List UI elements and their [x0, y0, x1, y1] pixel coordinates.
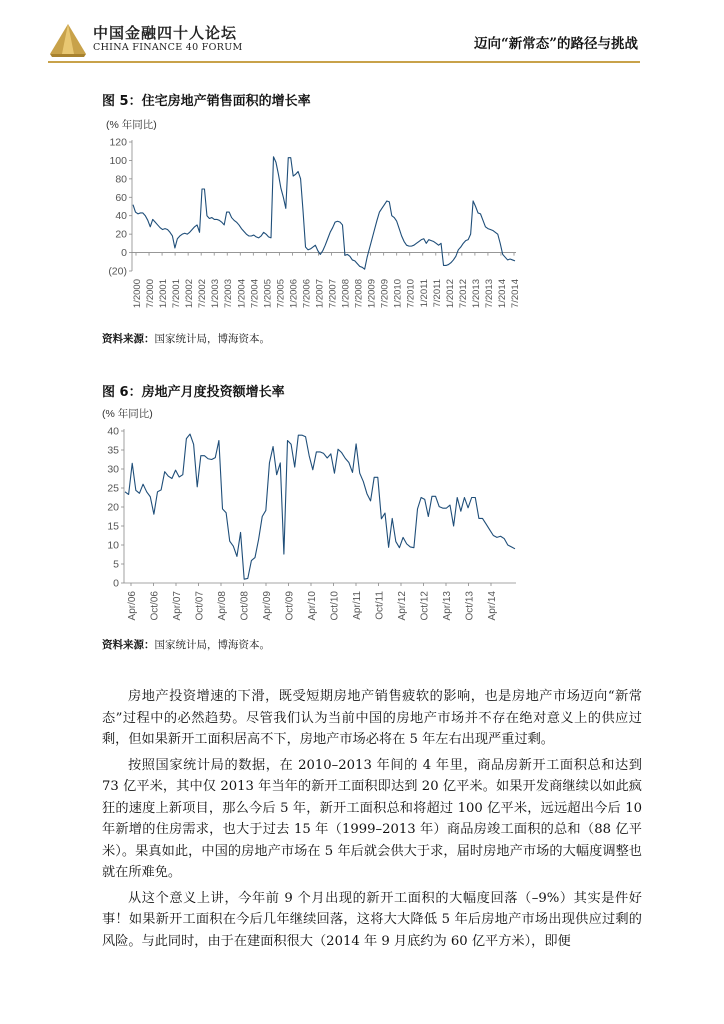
y-tick-label: 80 — [115, 173, 127, 186]
y-tick-label: 20 — [115, 228, 127, 241]
x-tick-label: 1/2005 — [262, 279, 274, 309]
x-tick-label: Apr/09 — [262, 591, 273, 621]
x-tick-label: Oct/08 — [239, 591, 251, 621]
body-text — [102, 686, 642, 956]
y-tick-label: 40 — [107, 425, 119, 438]
x-tick-label: Oct/10 — [329, 591, 341, 621]
y-tick-label: 15 — [107, 520, 119, 533]
paragraph: 房地产投资增速的下滑，既受短期房地产销售疲软的影响，也是房地产市场迈向“新常态”过程中的必然趋势。尽管我们认为当前中国的房地产市场并不存在绝对意义上的供应过剩，但如果新开工面积居高不下，房地产市场必将在 5 年左右出现严重过剩。 — [102, 689, 642, 747]
x-tick-label: Oct/11 — [374, 591, 386, 620]
x-tick-label: 7/2000 — [145, 279, 157, 309]
x-tick-label: 7/2010 — [405, 279, 417, 309]
figure6-source-text: 国家统计局，博海资本。 — [154, 639, 270, 651]
x-tick-label: Apr/08 — [217, 591, 228, 621]
x-tick-label: 7/2004 — [249, 279, 261, 309]
y-tick-label: 30 — [107, 463, 119, 476]
x-tick-label: 1/2011 — [418, 279, 430, 308]
header-divider — [48, 61, 640, 63]
y-tick-label: 60 — [115, 191, 127, 204]
x-tick-label: 1/2008 — [340, 279, 352, 309]
x-tick-label: 7/2014 — [510, 279, 521, 309]
x-tick-label: 1/2000 — [132, 279, 143, 309]
y-tick-label: 0 — [113, 577, 119, 590]
x-tick-label: 7/2002 — [197, 279, 209, 309]
x-tick-label: 7/2012 — [457, 279, 469, 309]
y-tick-label: 40 — [115, 210, 127, 223]
y-tick-label: 120 — [109, 136, 127, 149]
x-tick-label: 1/2002 — [184, 279, 196, 309]
x-tick-label: 7/2011 — [431, 279, 443, 308]
x-tick-label: 1/2001 — [158, 279, 170, 309]
figure6-source-label: 资料来源： — [102, 639, 155, 651]
y-tick-label: 100 — [109, 154, 127, 167]
x-tick-label: Oct/12 — [419, 591, 431, 621]
y-tick-label: 10 — [107, 539, 119, 552]
figure5-title: 图 5：住宅房地产销售面积的增长率 — [102, 94, 311, 109]
x-tick-label: Apr/13 — [442, 591, 453, 621]
x-tick-label: 1/2013 — [470, 279, 482, 309]
y-tick-label: 35 — [107, 444, 119, 457]
header-title: 迈向“新常态”的路径与挑战 — [473, 36, 638, 52]
figure6-title: 图 6：房地产月度投资额增长率 — [102, 385, 285, 400]
x-tick-label: 1/2007 — [314, 279, 326, 309]
x-tick-label: 1/2010 — [392, 279, 404, 309]
x-tick-label: 7/2006 — [301, 279, 313, 309]
y-tick-label: 20 — [107, 501, 119, 514]
x-tick-label: Apr/14 — [487, 591, 498, 621]
x-tick-label: Oct/09 — [284, 591, 296, 621]
y-axis-label: (% 年同比) — [106, 119, 157, 131]
x-tick-label: 7/2009 — [379, 279, 391, 309]
x-tick-label: 7/2003 — [223, 279, 235, 309]
x-tick-label: Apr/11 — [352, 591, 363, 620]
x-tick-label: 7/2007 — [327, 279, 339, 309]
x-tick-label: Oct/13 — [464, 591, 476, 621]
x-tick-label: 1/2006 — [288, 279, 300, 309]
paragraph: 从这个意义上讲，今年前 9 个月出现的新开工面积的大幅度回落（–9%）其实是件好事！如果新开工面积在今后几年继续回落，这将大大降低 5 年后房地产市场出现供应过剩的风险。与此同时，由于在建面积很大（2014 年 9 月底约为 60 亿平方米），即便 — [102, 890, 642, 949]
x-tick-label: 1/2012 — [444, 279, 456, 309]
x-tick-label: 7/2013 — [483, 279, 495, 309]
x-tick-label: Apr/10 — [307, 591, 318, 621]
x-tick-label: 7/2005 — [275, 279, 287, 309]
figure5-source-label: 资料来源： — [102, 333, 155, 345]
x-tick-label: 1/2014 — [496, 279, 508, 309]
series-line — [125, 434, 515, 579]
x-tick-label: Apr/12 — [397, 591, 408, 621]
x-tick-label: 1/2003 — [210, 279, 222, 309]
x-tick-label: Oct/07 — [194, 591, 206, 621]
figure5-chart — [100, 115, 540, 327]
figure6-source — [102, 637, 270, 652]
x-tick-label: Apr/07 — [172, 591, 183, 621]
figure5-source-text: 国家统计局，博海资本。 — [154, 333, 270, 345]
paragraph: 按照国家统计局的数据，在 2010–2013 年间的 4 年里，商品房新开工面积总和达到 73 亿平米，其中仅 2013 年当年的新开工面积即达到 20 亿平米。如果开发商继续以如此疯狂的速度上新项目，那么今后 5 年，新开工面积总和将超过 100 亿平米，远远超出今后 10 年新增的住房需求，也大于过去 15 年（1999–2013 年）商品房竣工面积的总和（88 亿平米）。果真如此，中国的房地产市场在 5 年后就会供大于求，届时房地产市场的大幅度调整也就在所难免。 — [102, 757, 642, 880]
x-tick-label: 1/2004 — [236, 279, 248, 309]
y-tick-label: 25 — [107, 482, 119, 495]
y-axis-label: (% 年同比) — [102, 408, 153, 420]
logo-english-text: CHINA FINANCE 40 FORUM — [93, 42, 243, 53]
cf40-logo-icon — [48, 22, 88, 58]
logo-chinese-text: 中国金融四十人论坛 — [93, 24, 238, 42]
y-tick-label: 0 — [121, 247, 127, 260]
y-tick-label: (20) — [108, 265, 127, 278]
page-header — [0, 0, 724, 70]
y-tick-label: 5 — [113, 558, 119, 571]
x-tick-label: 7/2001 — [171, 279, 183, 309]
x-tick-label: Apr/06 — [127, 591, 138, 621]
x-tick-label: Oct/06 — [149, 591, 161, 621]
x-tick-label: 1/2009 — [366, 279, 378, 309]
figure6-chart — [100, 405, 540, 630]
x-tick-label: 7/2008 — [353, 279, 365, 309]
figure5-source — [102, 331, 270, 346]
